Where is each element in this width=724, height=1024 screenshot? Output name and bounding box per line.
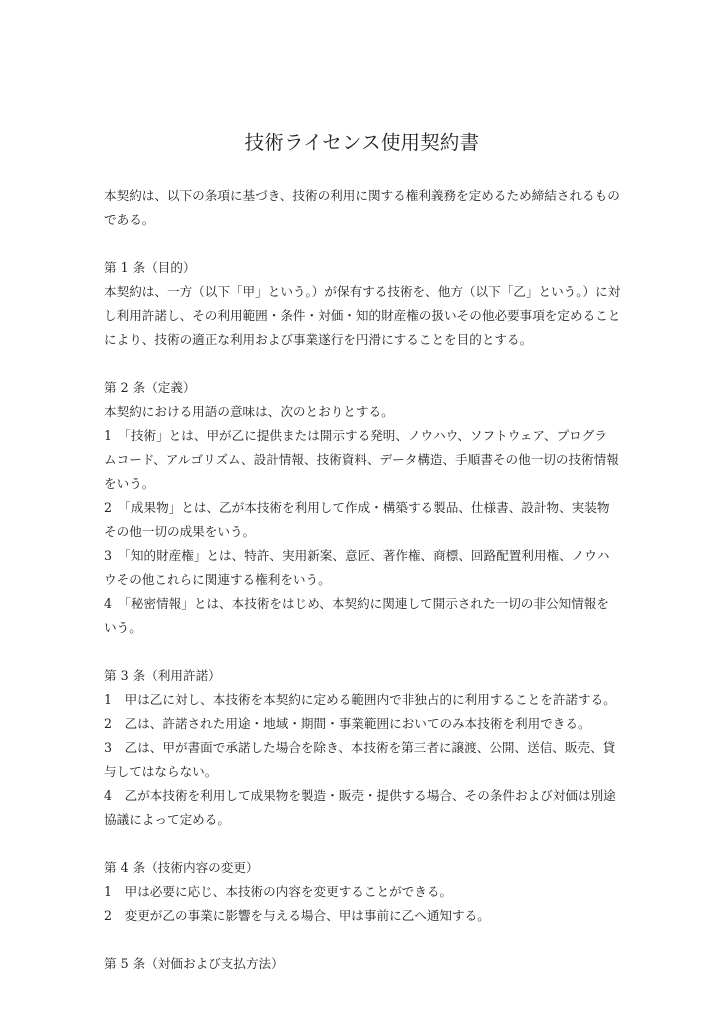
spacer — [104, 232, 634, 256]
article-heading: 第 1 条（目的） — [104, 260, 196, 275]
document-title: 技術ライセンス使用契約書 — [244, 131, 480, 154]
article-heading: 第 3 条（利用許諾） — [104, 668, 221, 683]
article-line: 4 乙が本技術を利用して成果物を製造・販売・提供する場合、その条件および対価は別途 — [104, 788, 616, 803]
article-line: 4 「秘密情報」とは、本技術をはじめ、本契約に関連して開示された一切の非公知情報を — [104, 596, 609, 611]
preamble — [104, 184, 634, 232]
article-line: 3 乙は、甲が書面で承諾した場合を除き、本技術を第三者に譲渡、公開、送信、販売、貸 — [104, 740, 616, 755]
article-line: 1 甲は乙に対し、本技術を本契約に定める範囲内で非独占的に利用することを許諾する。 — [104, 692, 616, 707]
preamble-line: である。 — [104, 212, 155, 227]
article-heading: 第 2 条（定義） — [104, 380, 196, 395]
article-line: 2 変更が乙の事業に影響を与える場合、甲は事前に乙へ通知する。 — [104, 908, 490, 923]
article-line: 与してはならない。 — [104, 764, 218, 779]
article-1 — [104, 256, 634, 352]
article-line: 本契約は、一方（以下「甲」という。）が保有する技術を、他方（以下「乙」という。）に対 — [104, 284, 621, 299]
article-line: その他一切の成果をいう。 — [104, 524, 256, 539]
article-line: ムコード、アルゴリズム、設計情報、技術資料、データ構造、手順書その他一切の技術情報 — [104, 452, 619, 467]
spacer — [104, 928, 634, 952]
document-body — [104, 184, 634, 976]
spacer — [104, 352, 634, 376]
preamble-line: 本契約は、以下の条項に基づき、技術の利用に関する権利義務を定めるため締結されるもの — [104, 188, 620, 203]
article-line: ウその他これらに関連する権利をいう。 — [104, 572, 331, 587]
article-line: 1 甲は必要に応じ、本技術の内容を変更することができる。 — [104, 884, 453, 899]
article-line: により、技術の適正な利用および事業遂行を円滑にすることを目的とする。 — [104, 332, 533, 347]
article-4 — [104, 856, 634, 928]
article-2 — [104, 376, 634, 640]
article-line: いう。 — [104, 620, 142, 635]
article-3 — [104, 664, 634, 832]
article-heading: 第 5 条（対価および支払方法） — [104, 956, 284, 971]
article-line: 2 「成果物」とは、乙が本技術を利用して作成・構築する製品、仕様書、設計物、実装物 — [104, 500, 610, 515]
article-heading: 第 4 条（技術内容の変更） — [104, 860, 259, 875]
article-line: 協議によって定める。 — [104, 812, 230, 827]
spacer — [104, 640, 634, 664]
article-line: をいう。 — [104, 476, 155, 491]
article-line: 3 「知的財産権」とは、特許、実用新案、意匠、著作権、商標、回路配置利用権、ノウハ — [104, 548, 610, 563]
article-line: 1 「技術」とは、甲が乙に提供または開示する発明、ノウハウ、ソフトウェア、プログラ — [104, 428, 607, 443]
article-line: 2 乙は、許諾された用途・地域・期間・事業範囲においてのみ本技術を利用できる。 — [104, 716, 591, 731]
article-line: し利用許諾し、その利用範囲・条件・対価・知的財産権の扱いその他必要事項を定めること — [104, 308, 621, 323]
spacer — [104, 832, 634, 856]
article-line: 本契約における用語の意味は、次のとおりとする。 — [104, 404, 394, 419]
article-5 — [104, 952, 634, 976]
